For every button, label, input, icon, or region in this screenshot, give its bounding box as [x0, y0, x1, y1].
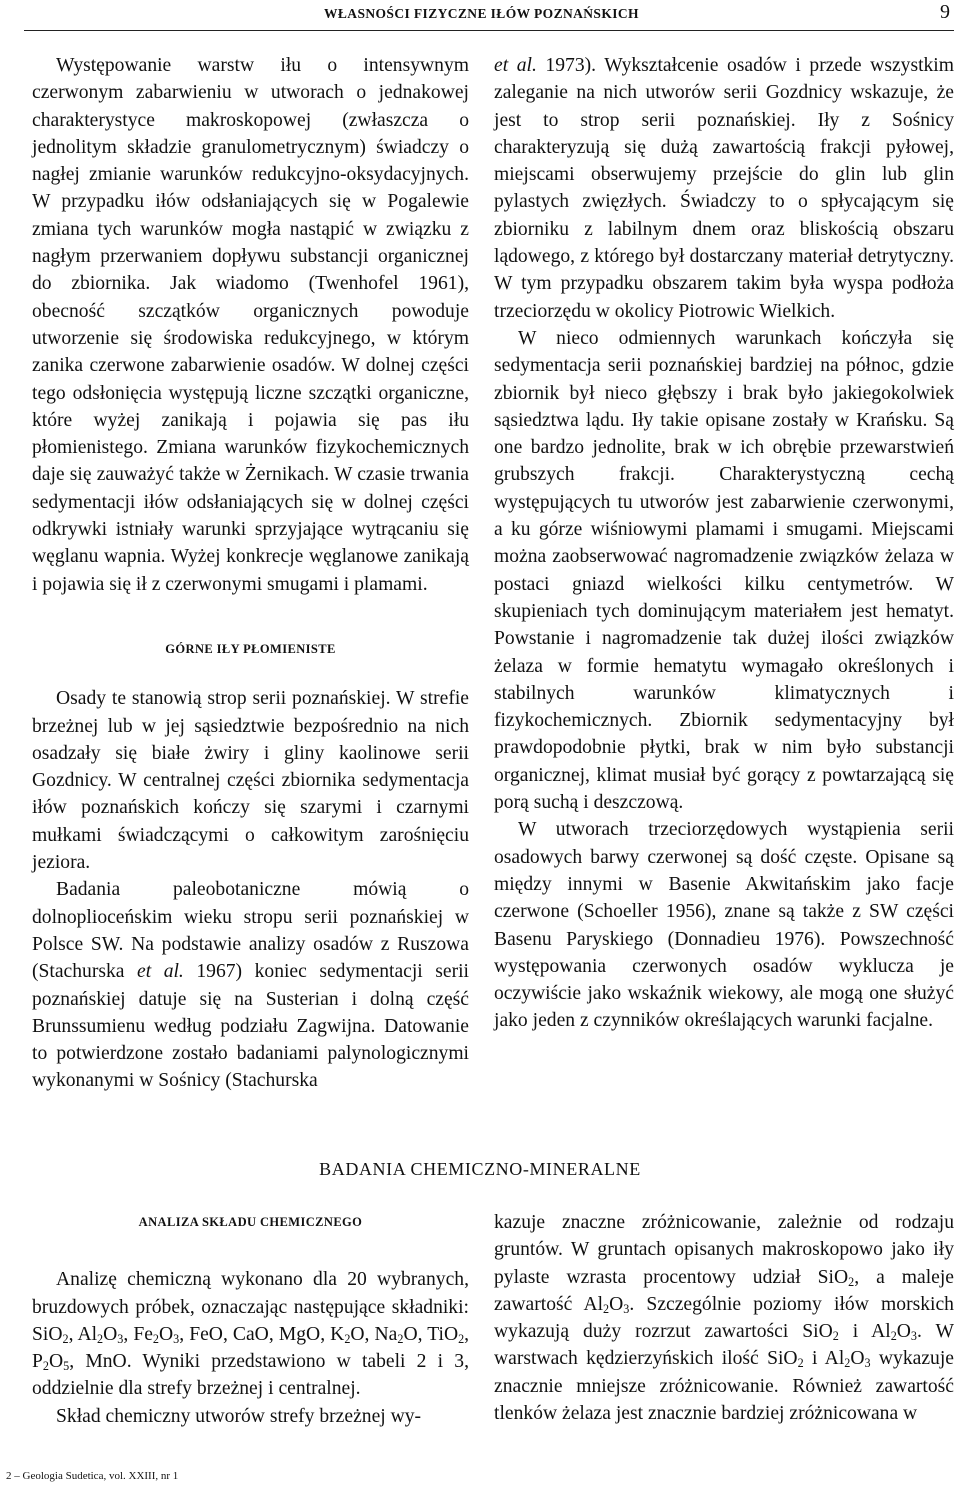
- chemical-formula: SiO$_2$: [817, 1266, 855, 1289]
- text-run: i: [803, 1348, 825, 1370]
- paragraph: Osady te stanowią strop serii poznańskiej. W strefie brzeżnej lub w jej sąsiedztwie bezpośrednio na nich osadzały się białe żwiry i gliny kaolinowe serii Gozdnicy. W centralnej części zbiornika sedymentacja iłów poznańskich kończy się szarymi i czarnymi mułkami świadczącymi o całkowitym zarośnięciu jeziora.: [32, 688, 469, 874]
- text-run: . Szczególnie poziomy iłów morskich wykazują duży rozrzut zawartości: [494, 1293, 954, 1343]
- text-run: wykazuje znacznie mniejsze zróżnicowanie. Również zawartość tlenków żelaza jest znacznie bardziej zróżnicowana w: [494, 1348, 954, 1425]
- page-number: 9: [940, 1, 950, 23]
- running-title: WŁASNOŚCI FIZYCZNE IŁÓW POZNAŃSKICH: [324, 6, 639, 21]
- page-footer: 2 – Geologia Sudetica, vol. XXIII, nr 1: [6, 1470, 179, 1482]
- text-run: . Wyniki przedstawiono w tabeli 2 i 3, oddzielnie dla strefy brzeżnej i centralnej.: [32, 1351, 469, 1400]
- chemical-formula: $Al_2O_3$: [871, 1321, 917, 1344]
- section-heading: BADANIA CHEMICZNO-MINERALNE: [319, 1159, 641, 1179]
- chemical-formula: FeO: [189, 1323, 223, 1345]
- page-header: [24, 0, 954, 31]
- text-run: kazuje znaczne zróżnicowanie, zależnie od rodzaju gruntów. W gruntach opisanych makroskopowo jako iły pylaste wzrasta procentowy udział: [494, 1212, 954, 1288]
- text-run: Analizę chemiczną wykonano dla 20 wybranych, bruzdowych próbek, oznaczając następujące składniki:: [32, 1269, 469, 1318]
- chemical-formula: $Fe_2O_3$: [133, 1323, 180, 1346]
- chemical-formula: TiO$_2$: [427, 1323, 465, 1346]
- paragraph: [32, 876, 469, 1094]
- paragraph: [32, 1266, 469, 1402]
- paragraph: [494, 1209, 954, 1427]
- chemical-formula: SiO$_2$: [802, 1321, 839, 1344]
- chemical-formula: MnO: [85, 1351, 127, 1373]
- chemical-formula: SiO$_2$: [767, 1348, 804, 1371]
- chemical-formula: $Na_2O$: [374, 1323, 418, 1346]
- subsection-heading: ANALIZA SKŁADU CHEMICZNEGO: [138, 1215, 363, 1229]
- chemical-formula: SiO$_2$: [32, 1323, 69, 1346]
- text-run: i: [838, 1321, 872, 1343]
- chemical-formula: $Al_2O_3$: [77, 1323, 124, 1346]
- chemical-formula: $P_2O_5$: [32, 1351, 70, 1374]
- citation-etal: et al.: [494, 55, 537, 76]
- right-column: [494, 52, 954, 1035]
- lower-left-column: [32, 1209, 469, 1430]
- chemical-formula: CaO: [232, 1323, 269, 1345]
- paragraph: [494, 52, 954, 325]
- paragraph: W nieco odmiennych warunkach kończyła się sedymentacja serii poznańskiej bardziej na północ, gdzie zbiornik był nieco głębszy i brak było jakiegokolwiek sąsiedztwa lądu. Iły takie opisane zostały w Krańsku. Są one bardzo jednolite, brak w ich obrębie przewarstwień grubszych frakcji. Charakterystyczną cechą występujących tu utworów jest zabarwienie czerwonymi, a ku górze wiśniowymi plamami i smugami. Miejscami można zaobserwować nagromadzenie związków żelaza w postaci gniazd wielkości kilku centymetrów. W skupieniach tych dominującym materiałem jest hematyt. Powstanie i nagromadzenie tak dużej ilości związków żelaza w formie hematytu wymagało określonych i stabilnych warunków klimatycznych i fizykochemicznych. Zbiornik sedymentacyjny był prawdopodobnie płytki, brak w nim było substancji organicznej, klimat musiał być gorący z powtarzającą się porą suchą i deszczową.: [494, 327, 954, 814]
- paragraph: Występowanie warstw iłu o intensywnym czerwonym zabarwieniu w utworach o jednakowej charakterystyce makroskopowej (zwłaszcza o jednolitym składzie granulometrycznym) świadczy o nagłej zmianie warunków redukcyjno-oksydacyjnych. W przypadku iłów odsłaniających się w Pogalewie zmiana tych warunków mogła nastąpić w związku z nagłym przerwaniem dopływu substancji organicznej do zbiornika. Jak wiadomo (Twenhofel 1961), obecność szczątków organicznych powoduje utworzenie się środowiska redukcyjnego, w którym zanika czerwone zabarwienie osadów. W dolnej części tego odsłonięcia występują liczne szczątki organiczne, które wyżej zanikają i pojawia się pas iłu płomienistego. Zmiana warunków fizykochemicznych daje się zauważyć także w Żernikach. W czasie trwania sedymentacji iłów odsłaniających się w dolnej części odkrywki istniały warunki sprzyjające wytrącaniu się węglanu wapnia. Wyżej konkrecje węglanowe zanikają i pojawia się ił z czerwonymi smugami i plamami.: [32, 55, 469, 595]
- text-run: . W warstwach kędzierzyńskich ilość: [494, 1321, 954, 1370]
- oxide-list: SiO$_2$, $Al_2O_3$, $Fe_2O_3$, FeO, CaO, MgO, $K_2O$, $Na_2O$, TiO$_2$, $P_2O_5$, MnO: [32, 1323, 470, 1374]
- chemical-formula: $Al_2O_3$: [824, 1348, 871, 1371]
- paragraph: W utworach trzeciorzędowych wystąpienia serii osadowych barwy czerwonej są dość częste. Opisane są między innymi w Basenie Akwitańskim jako facje czerwone (Schoeller 1956), znane są także z SW części Basenu Paryskiego (Donnadieu 1976). Powszechność występowania czerwonych osadów wyklucza je oczywiście jako wskaźnik wiekowy, ale mogą one służyć jako jeden z czynników określających warunki facjalne.: [494, 819, 954, 1032]
- citation-etal: et al.: [137, 961, 184, 983]
- chemical-formula: $K_2O$: [330, 1323, 365, 1346]
- chemical-formula: $Al_2O_3$: [583, 1293, 630, 1316]
- text-run: 1967) koniec sedymentacji serii poznańskiej datuje się na Susterian i dolną część Brunssumienu według podziału Zagwijna. Datowanie to potwierdzone zostało badaniami palynologicznymi wykonanymi w Sośnicy (Stachurska: [32, 961, 469, 1092]
- chemical-formula: MgO: [278, 1323, 321, 1345]
- text-run: , a maleje zawartość: [494, 1266, 954, 1315]
- left-column: [32, 52, 469, 1095]
- text-run: Badania paleobotaniczne mówią o dolnoplioceńskim wieku stropu serii poznańskiej w Polsce SW. Na podstawie analizy osadów z Ruszowa (Stachurska: [32, 879, 469, 983]
- lower-right-column: [494, 1209, 954, 1427]
- text-run: 1973). Wykształcenie osadów i przede wszystkim zaleganie na nich utworów serii Gozdnicy wskazuje, że jest to strop serii poznańskiej. Iły z Sośnicy charakteryzują się dużą zawartością frakcji pyłowej, miejscami obserwujemy przejście do glin lub glin pylastych zwięzłych. Świadczy to o spłycającym się zbiorniku z labilnym dnem oraz bliskością obszaru lądowego, z którego był dostarczany materiał detrytyczny. W tym przypadku obszarem takim była wyspa podłoża trzeciorzędu w okolicy Piotrowic Wielkich.: [494, 55, 954, 322]
- paragraph: Skład chemiczny utworów strefy brzeżnej wy-: [56, 1405, 422, 1427]
- subsection-heading: GÓRNE IŁY PŁOMIENISTE: [165, 641, 336, 656]
